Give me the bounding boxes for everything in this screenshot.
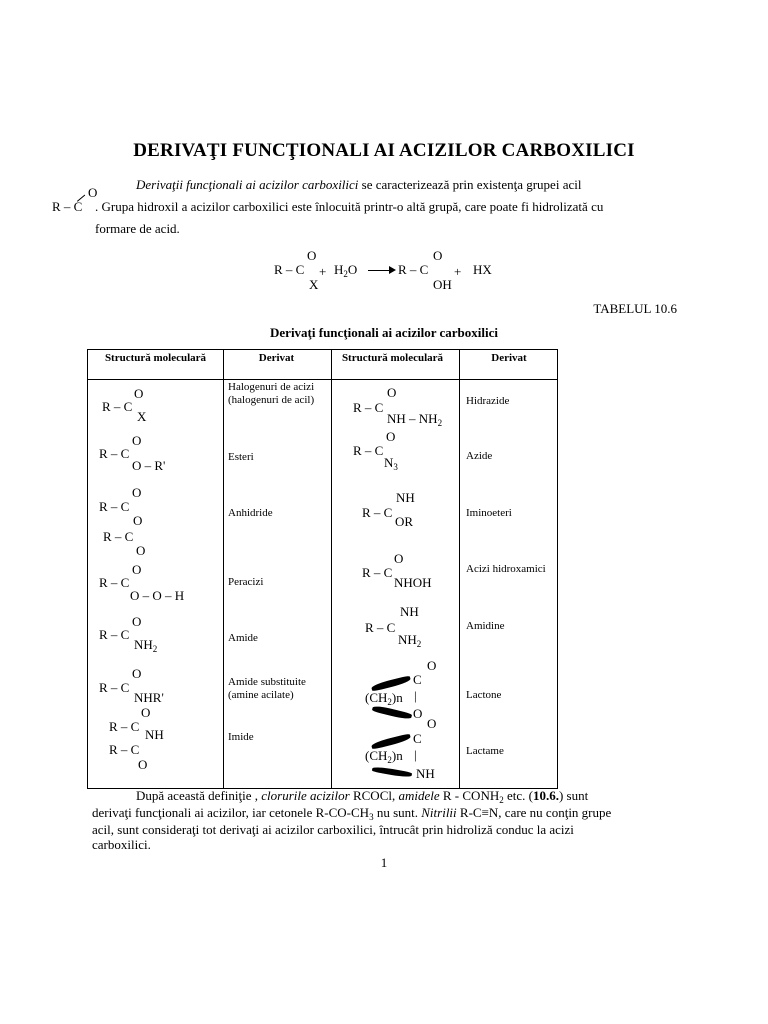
derivative-right-7: Lactame xyxy=(466,745,504,757)
derivative-left-1: Halogenuri de acizi (halogenuri de acil) xyxy=(228,381,315,406)
derivative-right-6: Lactone xyxy=(466,689,502,701)
intro-italic-2: ai acizilor carboxilici xyxy=(245,177,359,192)
page-number: 1 xyxy=(380,855,388,870)
reaction-hx: HX xyxy=(473,262,492,277)
reaction-right-o: O xyxy=(433,248,443,263)
derivative-left-6: Amide substituite (amine acilate) xyxy=(228,676,306,701)
acyl-group-o: O xyxy=(88,185,98,200)
derivative-left-7: Imide xyxy=(228,731,254,743)
header-structure-2: Structură moleculară xyxy=(341,352,444,364)
derivative-left-5: Amide xyxy=(228,632,258,644)
header-derivative-2: Derivat xyxy=(491,352,527,364)
reaction-left-rc: R – C xyxy=(274,262,305,277)
footer-line-4: carboxilici. xyxy=(92,837,151,852)
footer-line-2: derivaţi funcţionali ai acizilor, iar cetonele $R-CO-CH_3$ nu sunt. Nitrilii R-C≡N, care nu conţin grupe xyxy=(92,805,612,822)
reaction-plus-2: + xyxy=(454,264,462,279)
table-label: TABELUL 10.6 xyxy=(593,301,677,316)
intro-line-3: formare de acid. xyxy=(95,221,180,236)
page-title: DERIVAŢI FUNCŢIONALI AI ACIZILOR CARBOXILICI xyxy=(133,140,635,161)
derivative-right-3: Iminoeteri xyxy=(466,507,512,519)
reaction-left-o: O xyxy=(307,248,317,263)
derivative-right-2: Azide xyxy=(466,450,493,462)
derivative-left-3: Anhidride xyxy=(228,507,273,519)
footer-line-3: acil, sunt consideraţi tot derivaţi ai acizilor carboxilici, întrucât prin hidroliză conduc la acizi xyxy=(92,822,574,837)
reaction-water: $H_2O$ xyxy=(334,262,358,279)
intro-line-1 xyxy=(136,174,678,196)
derivative-left-2: Esteri xyxy=(228,451,254,463)
header-derivative-1: Derivat xyxy=(258,352,295,364)
derivative-left-4: Peracizi xyxy=(228,576,264,588)
intro-rest: se caracterizează prin existenţa grupei acil xyxy=(361,177,582,192)
reaction-arrow-head xyxy=(389,266,396,274)
table-caption: Derivaţi funcţionali ai acizilor carboxilici xyxy=(270,325,498,340)
acyl-group-rc: R – C xyxy=(52,199,83,214)
reaction-left-x: X xyxy=(309,277,319,292)
footer-paragraph xyxy=(92,788,678,852)
reaction-plus-1: + xyxy=(319,264,327,279)
derivative-right-4: Acizi hidroxamici xyxy=(466,563,546,575)
footer-line-1: După această definiţie , clorurile acizilor RCOCl, amidele R - $CONH_2$ etc. (10.6.) sunt xyxy=(136,788,589,805)
body-cell-4 xyxy=(460,380,558,789)
derivative-right-1: Hidrazide xyxy=(466,395,510,407)
intro-line-2: . Grupa hidroxil a acizilor carboxilici este înlocuită printr-o altă grupă, care poate fi hidrolizată cu xyxy=(95,199,604,214)
reaction-right-oh: OH xyxy=(433,277,452,292)
intro-italic-1: Derivaţii funcţionali xyxy=(136,177,243,192)
header-structure-1: Structură moleculară xyxy=(104,352,207,364)
reaction-right-rc: R – C xyxy=(398,262,429,277)
derivative-right-5: Amidine xyxy=(466,620,505,632)
